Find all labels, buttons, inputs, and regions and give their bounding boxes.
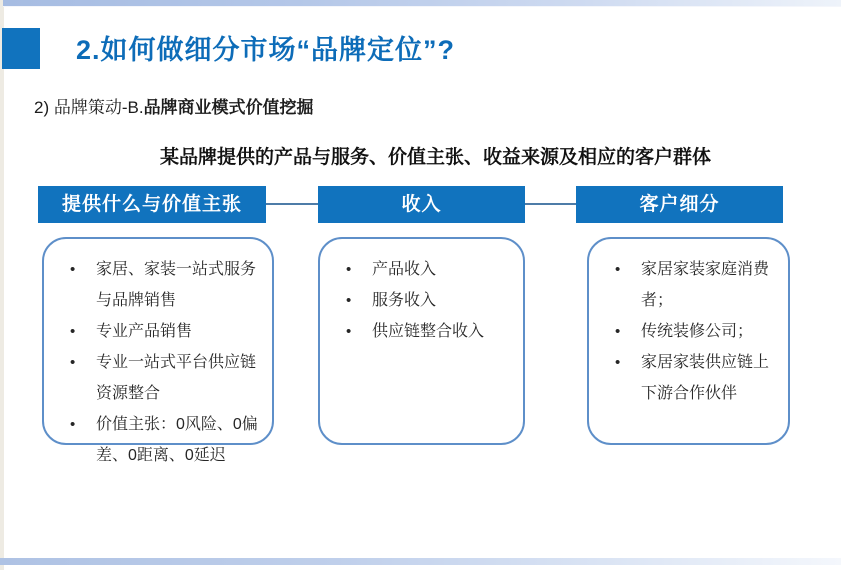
content-box-customer-segment bbox=[587, 237, 790, 445]
connector-line-1 bbox=[266, 203, 318, 205]
connector-line-2 bbox=[525, 203, 576, 205]
list-item: • 家居家装供应链上下游合作伙伴 bbox=[589, 347, 778, 409]
list-item: • 专业产品销售 bbox=[44, 316, 262, 347]
top-gradient-bar bbox=[3, 0, 841, 7]
list-item: • 专业一站式平台供应链资源整合 bbox=[44, 347, 262, 409]
list-item: • 服务收入 bbox=[320, 285, 513, 316]
content-box-revenue bbox=[318, 237, 525, 445]
header-value-proposition: 提供什么与价值主张 bbox=[38, 186, 266, 223]
section-subtitle bbox=[34, 93, 314, 118]
list-item: • 供应链整合收入 bbox=[320, 316, 513, 347]
content-box-value-proposition bbox=[42, 237, 274, 464]
header-revenue: 收入 bbox=[318, 186, 525, 223]
title-accent-square bbox=[2, 28, 40, 69]
bullet-list-revenue bbox=[320, 239, 523, 347]
list-item: • 价值主张：0风险、0偏差、0距离、0延迟 bbox=[44, 409, 262, 471]
lead-text: 某品牌提供的产品与服务、价值主张、收益来源及相应的客户群体 bbox=[159, 147, 711, 168]
list-item: • 家居家装家庭消费者； bbox=[589, 254, 778, 316]
list-item: • 家居、家装一站式服务与品牌销售 bbox=[44, 254, 262, 316]
header-customer-segment: 客户细分 bbox=[576, 186, 783, 223]
page-title: 2.如何做细分市场“品牌定位”? bbox=[76, 35, 456, 65]
left-edge-strip bbox=[0, 0, 4, 570]
subtitle-prefix: 2) 品牌策动-B. bbox=[34, 98, 144, 117]
subtitle-emphasis: 品牌商业模式价值挖掘 bbox=[143, 98, 314, 117]
bullet-list-customer-segment bbox=[589, 239, 788, 409]
list-item: • 产品收入 bbox=[320, 254, 513, 285]
bottom-gradient-bar bbox=[0, 558, 841, 565]
list-item: • 传统装修公司； bbox=[589, 316, 778, 347]
bullet-list-value-proposition bbox=[44, 239, 272, 471]
